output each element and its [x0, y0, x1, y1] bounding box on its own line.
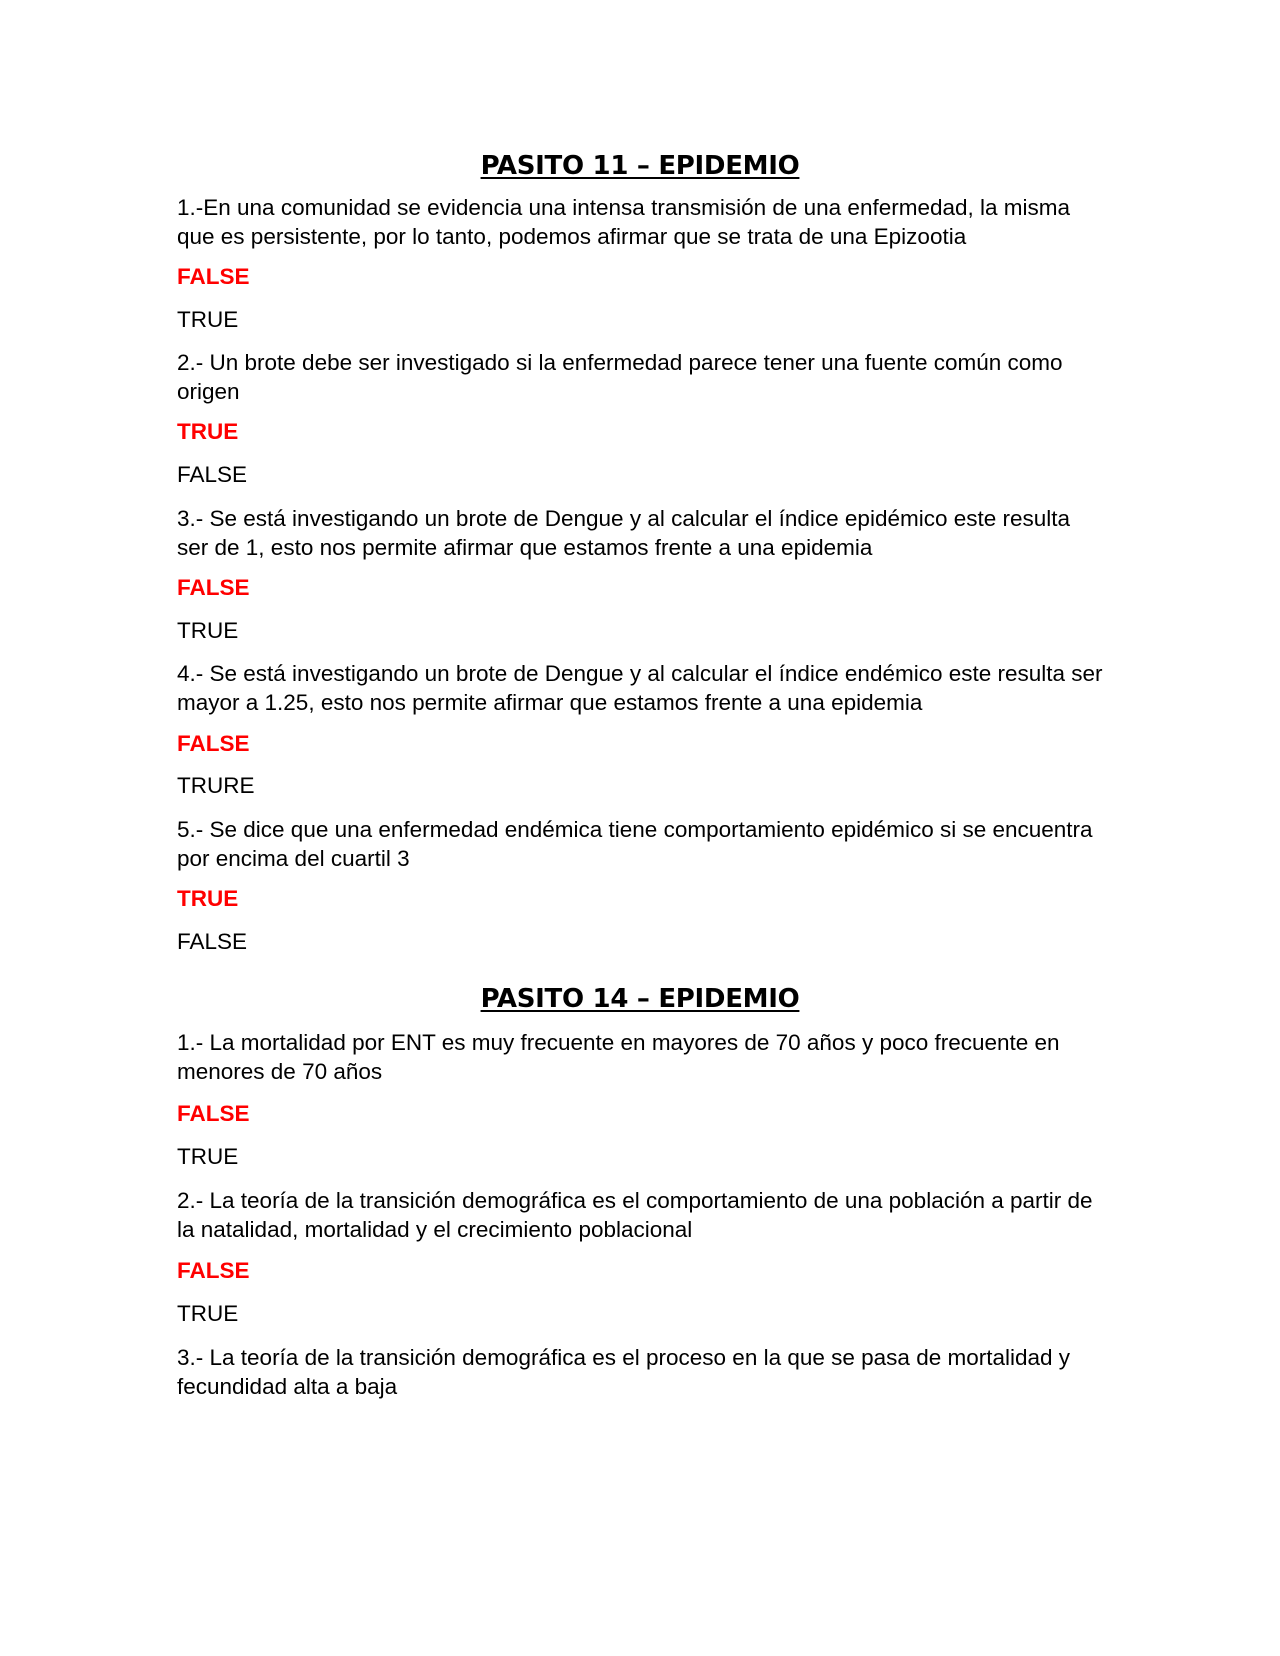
- question-text: 2.- Un brote debe ser investigado si la enfermedad parece tener una fuente común como origen: [177, 350, 1063, 404]
- answer-option: TRURE: [177, 773, 255, 798]
- correct-answer-option: FALSE: [177, 731, 250, 756]
- answer-option: TRUE: [177, 307, 239, 332]
- answer-option: TRUE: [177, 1301, 239, 1326]
- question-text: 3.- La teoría de la transición demográfica es el proceso en la que se pasa de mortalidad y fecundidad alta a baja: [177, 1345, 1071, 1399]
- correct-answer-option: TRUE: [177, 419, 239, 444]
- answer-option: TRUE: [177, 1144, 239, 1169]
- section-title: PASITO 11 – EPIDEMIO: [480, 151, 800, 181]
- answer-option: FALSE: [177, 462, 248, 487]
- question-text: 1.-En una comunidad se evidencia una intensa transmisión de una enfermedad, la misma que es persistente, por lo tanto, podemos afirmar que se trata de una Epizootia: [177, 195, 1071, 249]
- question-text: 3.- Se está investigando un brote de Dengue y al calcular el índice epidémico este resulta ser de 1, esto nos permite afirmar que estamos frente a una epidemia: [177, 506, 1071, 560]
- correct-answer-option: FALSE: [177, 1258, 250, 1283]
- question-text: 1.- La mortalidad por ENT es muy frecuente en mayores de 70 años y poco frecuente en menores de 70 años: [177, 1030, 1060, 1084]
- question-text: 4.- Se está investigando un brote de Dengue y al calcular el índice endémico este resulta ser mayor a 1.25, esto nos permite afirmar que estamos frente a una epidemia: [177, 661, 1103, 715]
- section-title: PASITO 14 – EPIDEMIO: [480, 984, 800, 1014]
- question-text: 2.- La teoría de la transición demográfica es el comportamiento de una población a partir de la natalidad, mortalidad y el crecimiento poblacional: [177, 1188, 1093, 1242]
- answer-option: FALSE: [177, 929, 248, 954]
- correct-answer-option: FALSE: [177, 1101, 250, 1126]
- correct-answer-option: TRUE: [177, 886, 239, 911]
- correct-answer-option: FALSE: [177, 264, 250, 289]
- correct-answer-option: FALSE: [177, 575, 250, 600]
- question-text: 5.- Se dice que una enfermedad endémica tiene comportamiento epidémico si se encuentra por encima del cuartil 3: [177, 817, 1093, 871]
- answer-option: TRUE: [177, 618, 239, 643]
